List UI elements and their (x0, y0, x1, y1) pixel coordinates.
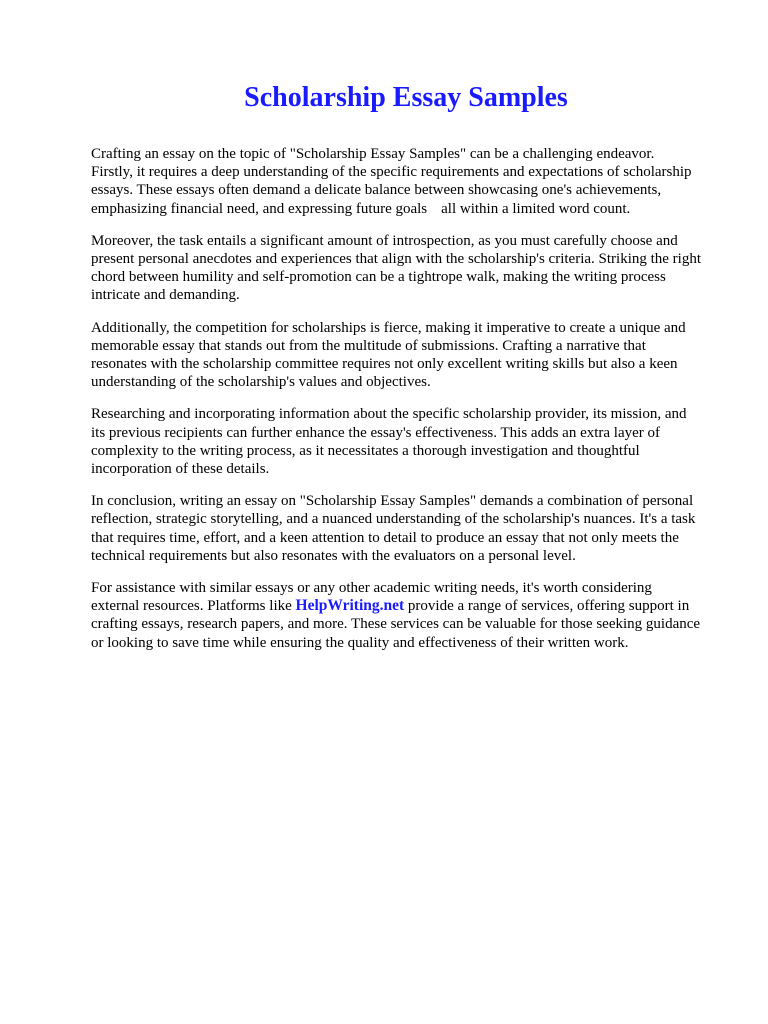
paragraph-line: Moreover, the task entails a significant amount of introspection, as you must carefully choose and (91, 232, 678, 249)
paragraph-line (91, 597, 731, 615)
paragraph-line-part: all within a limited word count. (441, 200, 631, 217)
paragraph-conclusion (91, 492, 731, 565)
helpwriting-link[interactable]: HelpWriting.net (295, 597, 405, 615)
paragraph-line: In conclusion, writing an essay on "Scholarship Essay Samples" demands a combination of personal (91, 493, 694, 510)
paragraph-line: Firstly, it requires a deep understanding of the specific requirements and expectations of scholarship (91, 164, 692, 181)
paragraph-introspection (91, 232, 731, 305)
paragraph-line: its previous recipients can further enhance the essay's effectiveness. This adds an extra layer of (91, 424, 661, 441)
document-body (91, 145, 731, 666)
paragraph-competition (91, 319, 731, 392)
paragraph-intro (91, 145, 731, 218)
paragraph-line: understanding of the scholarship's values and objectives. (91, 374, 431, 391)
paragraph-line: Researching and incorporating information about the specific scholarship provider, its mission, and (91, 406, 687, 423)
paragraph-line-part: emphasizing financial need, and expressing future goals (91, 200, 428, 217)
paragraph-line: resonates with the scholarship committee requires not only excellent writing skills but also a keen (91, 356, 678, 373)
paragraph-line: chord between humility and self-promotion can be a tightrope walk, making the writing process (91, 269, 666, 286)
paragraph-line: Crafting an essay on the topic of "Scholarship Essay Samples" can be a challenging endeavor. (91, 146, 655, 162)
paragraph-line: reflection, strategic storytelling, and a nuanced understanding of the scholarship's nuances. It's a task (91, 511, 696, 528)
paragraph-line: Additionally, the competition for scholarships is fierce, making it imperative to create a unique and (91, 319, 686, 336)
page-title: Scholarship Essay Samples (244, 82, 568, 113)
paragraph-line (91, 200, 731, 218)
paragraph-line: intricate and demanding. (91, 287, 240, 304)
paragraph-line: essays. These essays often demand a delicate balance between showcasing one's achievements, (91, 182, 662, 199)
paragraph-line: crafting essays, research papers, and more. These services can be valuable for those seeking guidance (91, 616, 701, 633)
paragraph-closing (91, 579, 731, 652)
paragraph-line: memorable essay that stands out from the multitude of submissions. Crafting a narrative that (91, 337, 646, 354)
paragraph-line: complexity to the writing process, as it necessitates a thorough investigation and thoughtful (91, 442, 640, 459)
paragraph-line: present personal anecdotes and experiences that align with the scholarship's criteria. Striking the right (91, 251, 702, 268)
paragraph-line: or looking to save time while ensuring the quality and effectiveness of their written work. (91, 634, 629, 651)
paragraph-line-part: provide a range of services, offering support in (404, 598, 690, 615)
paragraph-line: incorporation of these details. (91, 461, 270, 478)
paragraph-research (91, 405, 731, 478)
paragraph-line: that requires time, effort, and a keen attention to detail to produce an essay that not only meets the (91, 529, 679, 546)
paragraph-line: technical requirements but also resonates with the evaluators on a personal level. (91, 547, 576, 564)
paragraph-line-part: external resources. Platforms like (91, 598, 296, 615)
paragraph-line: For assistance with similar essays or any other academic writing needs, it's worth considering (91, 580, 652, 597)
